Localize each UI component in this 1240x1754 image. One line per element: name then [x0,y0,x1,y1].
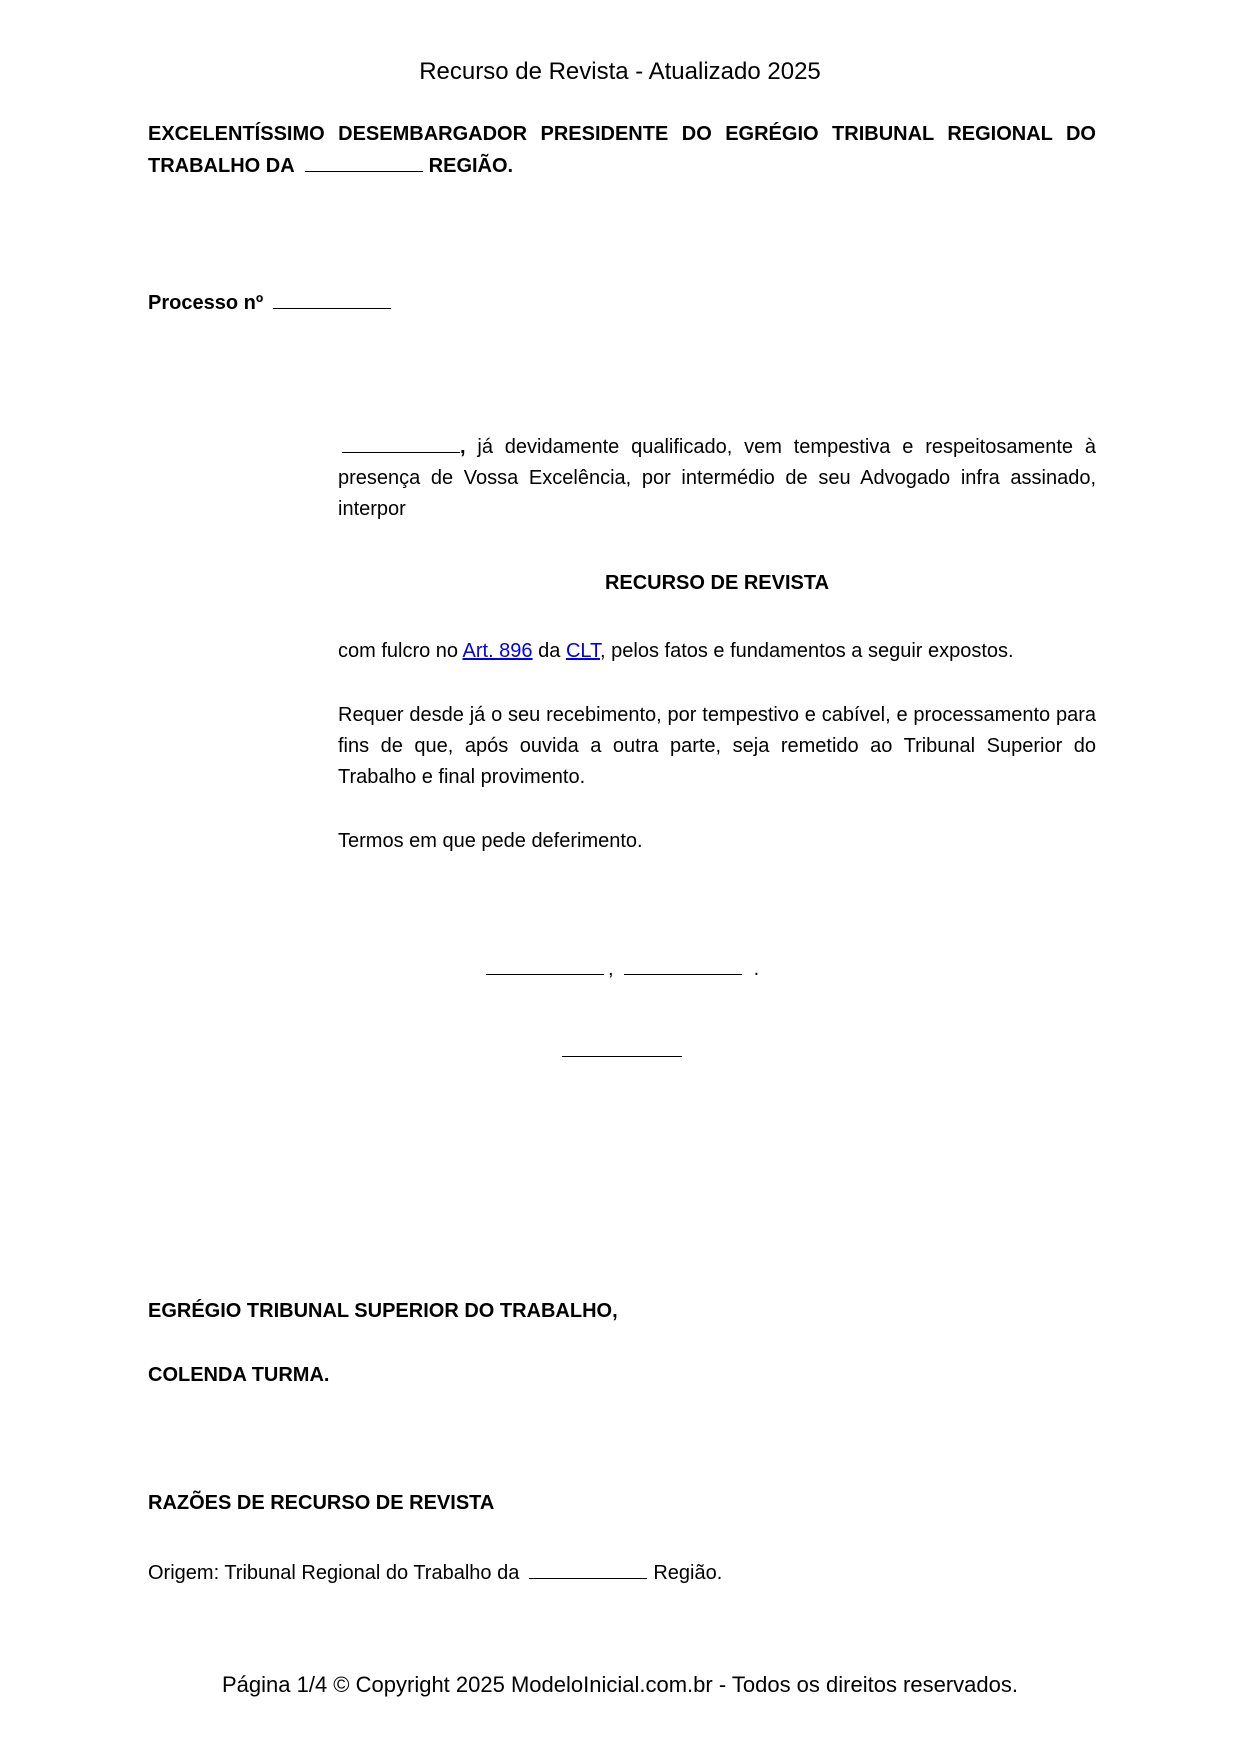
place-date-line [486,958,759,981]
addressee [148,118,1096,182]
origem-before: Origem: Tribunal Regional do Trabalho da [148,1562,520,1584]
signature-line [562,1055,682,1057]
turma-heading: COLENDA TURMA. [148,1364,330,1386]
process-blank [273,292,391,309]
fulcro-before: com fulcro no [338,640,459,662]
party-comma: , [460,436,466,458]
clt-link[interactable]: CLT [565,640,601,662]
intro-paragraph [338,432,1096,525]
place-date-comma: , [608,958,614,980]
fulcro-after: , pelos fatos e fundamentos a seguir expostos. [600,640,1014,662]
termos-paragraph: Termos em que pede deferimento. [338,830,643,852]
place-date-period: . [753,958,760,980]
region-blank [305,155,423,172]
origem-line [148,1562,722,1585]
party-blank [342,436,460,453]
origem-after: Região. [653,1562,723,1584]
document-title: RECURSO DE REVISTA [604,572,830,594]
art-896-link[interactable]: Art. 896 [462,640,533,662]
addressee-end: REGIÃO. [428,155,514,177]
fulcro-paragraph [338,636,1096,667]
requer-paragraph: Requer desde já o seu recebimento, por tempestivo e cabível, e processamento para fins de que, após ouvida a outra parte, seja remetido ao Tribunal Superior do Trabalho e final provimento. [338,704,1096,788]
addressee-text: EXCELENTÍSSIMO DESEMBARGADOR PRESIDENTE DO EGRÉGIO TRIBUNAL REGIONAL DO TRABALHO DA [148,123,1096,177]
process-number [148,292,397,315]
page-header: Recurso de Revista - Atualizado 2025 [419,58,821,85]
origem-blank [529,1562,647,1579]
intro-text: já devidamente qualificado, vem tempestiva e respeitosamente à presença de Vossa Excelência, por intermédio de seu Advogado infra assinado, interpor [338,436,1097,520]
date-blank [624,958,742,975]
page-footer: Página 1/4 © Copyright 2025 ModeloInicial.com.br - Todos os direitos reservados. [222,1672,1018,1697]
tst-heading: EGRÉGIO TRIBUNAL SUPERIOR DO TRABALHO, [148,1300,618,1322]
process-label: Processo nº [148,292,264,314]
place-blank [486,958,604,975]
fulcro-middle: da [538,640,561,662]
razoes-heading: RAZÕES DE RECURSO DE REVISTA [148,1492,495,1514]
